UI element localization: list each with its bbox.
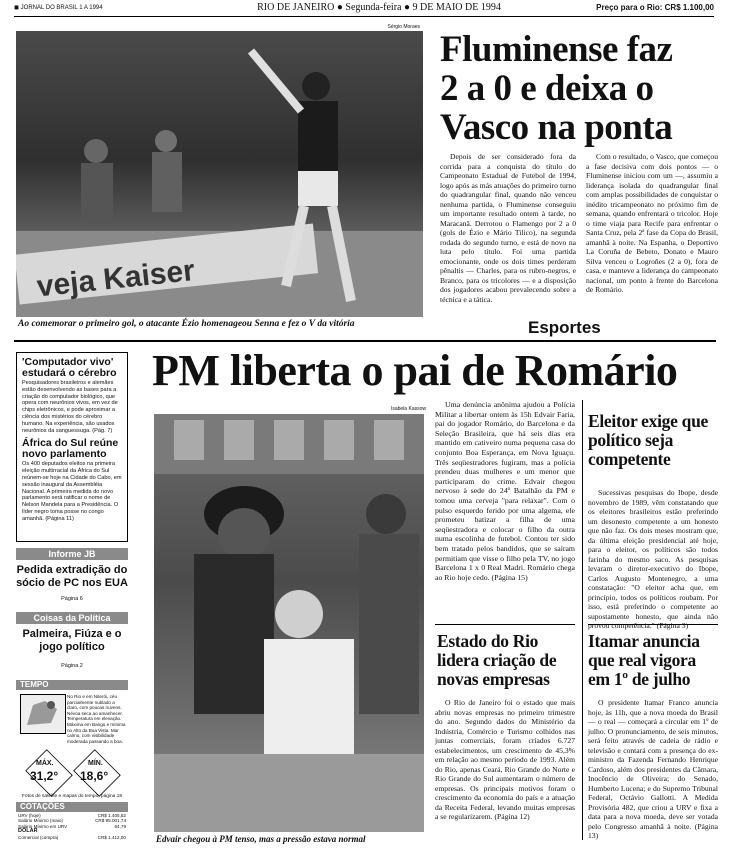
temp-min-value: 18,6° — [80, 769, 109, 783]
coisas-politica-label: Coisas da Política — [16, 612, 128, 624]
informe-jb-headline: Pedida extradição do sócio de PC nos EUA — [16, 564, 128, 589]
divider — [435, 624, 575, 625]
top-story-caption: Ao comemorar o primeiro gol, o atacante Ézio homenageou Senna e fez o V da vitória — [18, 319, 355, 329]
brief-title: 'Computador vivo' estudará o cérebro — [22, 356, 117, 379]
top-story-photo-credit: Sérgio Moraes — [387, 24, 420, 30]
coisas-politica-headline: Palmeira, Fiúza e o jogo político — [22, 628, 122, 653]
itamar-text: O presidente Itamar Franco anuncia hoje, às 11h, que a nova moeda do Brasil — o real — começará a circular em 1º de julho. O pronunciamento, de seis minutos, será feito através de cadeia de rádio e televisão e contará com a presença do ex-ministro da Fazenda Fernando Henrique Cardoso, além dos presidentes da Câmara, Inocêncio de Oliveira; do Senado, Humberto Lucena; e do Supremo Tribunal Federal, Octávio Gallotti. A Medida Provisória 482, que criou a URV e fixa a data para a nova moeda, deve ser votada pelo Congresso amanhã à noite. (Página 13) — [588, 698, 718, 840]
romario-father-photo — [154, 414, 424, 832]
date-line: RIO DE JANEIRO ● Segunda-feira ● 9 DE MAIO DE 1994 — [257, 2, 501, 13]
football-photo-art — [16, 31, 423, 317]
right-column-rule — [582, 400, 583, 840]
main-story-text: Uma denúncia anônima ajudou a Polícia Militar a libertar ontem às 15h Edvair Faria, pai do jogador Romário, do Barcelona e da Seleção Brasileira, que há seis dias era mantido em cativeiro numa pequena casa do conjunto Boa Esperança, em Nova Iguaçu. Três seqüestradores fugiram, mas a polícia prendeu duas mulheres e um menor que participaram do crime. Edvair chegou nervoso à sede do 24º Batalhão da PM e tomou uma cerveja "para relaxar". Com o pulso esquerdo ferido por uma algema, ele prometeu batizar a filha de uma seqüestradora e colocar o filho da outra numa escolinha de futebol. Contou ter sido bem tratado pelos bandidos, que se saíram permitiam que visse o filho pela TV, no jogo Barcelona 1 x 0 Real Madri. Romário chega ao Rio hoje cedo. (Página 15) — [435, 400, 575, 582]
top-story-column-2: Com o resultado, o Vasco, que começou a fase decisiva com dois pontos — o Fluminense iniciou com um —, assumiu a liderança isolada do quadrangular final com amplas possibilidades de conquistar o inédito tricampeonato no próximo fim de semana, quando enfrentará o tricolor. Hoje o time viaja para Recife para enfrentar o Santa Cruz, pela 2ª fase da Copa do Brasil, amanhã à noite. Na Espanha, o Deportivo La Coruña de Bebeto, Donato e Mauro Silva venceu o Logroñes (2 a 0), fora de casa, e manteve a liderança do campeonato nacional, um ponto à frente do Barcelona de Romário. — [586, 152, 718, 294]
main-photo-credit: Isabela Kassow — [390, 406, 426, 412]
divider — [14, 340, 716, 342]
top-story-column-1: Depois de ser considerado fora da corrida para a conquista do título do Campeonato Estadual de Futebol de 1994, logo após as más atuações do primeiro turno do quadrangular final, quando não venceu nenhuma partida, o Fluminense conseguiu um importante resultado ontem à tarde, no Maracanã. Derrotou o Flamengo por 2 a 0 (gols de Ézio e Mário Tilico), na segunda rodada do segundo turno, e está de novo na luta pelo título. Foi uma partida emocionante, onde os dois times perderam pênaltis — Charles, para os rubro-negros, e Branco, para os tricolores — e a disposição dos jogadores acabou prevalecendo sobre a técnica e a tática. — [440, 152, 576, 304]
romario-father-photo-art — [154, 414, 424, 832]
cotacao-row: Comercial (compra) CR$ 1.412,00 — [18, 834, 126, 840]
main-story-headline: PM liberta o pai de Romário — [152, 346, 678, 395]
coisas-politica-page: Página 2 — [61, 663, 83, 669]
dolar-label: DÓLAR — [18, 828, 38, 835]
informe-jb-page: Página 6 — [61, 596, 83, 602]
informe-jb-label: Informe JB — [16, 548, 128, 560]
cotacao-row: Salário Mínimo em URV 64,79 — [18, 823, 126, 829]
main-photo-caption: Edvair chegou à PM tenso, mas a pressão estava normal — [156, 834, 366, 844]
brief-computador — [22, 357, 122, 434]
section-label-esportes: Esportes — [528, 318, 601, 337]
itamar-headline: Itamar anuncia que real vigora em 1º de julho — [588, 631, 700, 689]
price-label: Preço para o Rio: CR$ 1.100,00 — [596, 3, 714, 12]
brief-text: Pesquisadores brasileiros e alemães estão desenvolvendo as bases para a criação do computador biológico, que opera com neurônios vivos, em vez de chips eletrônicos, e pode aproximar a ciência dos mistérios do cérebro humano. Na experiência, são usados neurônios da sanguessuga. (Pág. 7) — [22, 380, 118, 434]
cotacao-row: URV (hoje) CR$ 1.405,52 — [18, 813, 126, 818]
headline-line: Vasco na ponta — [440, 107, 673, 148]
top-story-headline — [440, 30, 720, 147]
temp-min-label: MÍN. — [88, 760, 103, 767]
advertising-board-text: veja Kaiser — [35, 254, 197, 304]
cotacoes-label: COTAÇÕES — [16, 802, 128, 812]
headline-line: Fluminense faz — [440, 29, 673, 70]
masthead-strip — [14, 0, 714, 17]
tempo-footnote: Fotos de satélite e mapas do tempo, página 18 — [22, 794, 122, 799]
tempo-text: No Rio e em Niterói, céu parcialmente nublado a claro, com poucas nuvens. Névoa seca ao amanhecer. Temperatura em elevação. Máxima em Bangu e mínima no Alto da Boa Vista. Mar calmo, com visibilidade moderada passando a boa. — [67, 694, 126, 744]
temp-max-value: 31,2° — [30, 769, 59, 783]
estado-rio-headline: Estado do Rio lidera criação de novas empresas — [437, 631, 557, 689]
eleitor-text: Sucessivas pesquisas do Ibope, desde novembro de 1989, vêm constatando que os eleitores brasileiros estão preferindo um desonesto competente a um honesto que não faz. Os dois meses mostram que, da última eleição presidencial até hoje, para o eleitor, os políticos são todos farinha do mesmo saco. As pesquisas levaram o diretor-executivo do Ibope, Carlos Augusto Montenegro, a uma constatação: "O eleitor acha que, em princípio, todos os políticos roubam. Por isso, está preferindo o competente ao supostamente honesto, que ainda não provou competência." (Página 3) — [588, 488, 718, 630]
tempo-label: TEMPO — [16, 680, 128, 690]
divider — [588, 624, 718, 625]
estado-rio-text: O Rio de Janeiro foi o estado que mais abriu novas empresas no primeiro trimestre do ano. Segundo dados do Ministério da Indústria, Comércio e Turismo colhidos nas juntas comerciais, foram criados 6.727 estabelecimentos, um crescimento de 45,3% em relação ao mesmo período de 1993. Além do Rio, apenas Ceará, Rio Grande do Norte e Rio Grande do Sul aumentaram o número de empresas. Os principais motivos foram o crescimento da economia do país e a atuação da Receita Federal, levando muitas empresas a se regularizarem. (Página 12) — [435, 698, 575, 821]
headline-line: 2 a 0 e deixa o — [440, 68, 654, 109]
brief-africa — [22, 438, 122, 522]
temp-max-label: MÁX. — [36, 760, 54, 767]
football-photo — [16, 31, 423, 317]
weather-map-icon — [20, 694, 66, 734]
sidebar-briefs — [16, 352, 128, 542]
brief-text: Os 400 deputados eleitos na primeira eleição multirracial da África do Sul reúnem-se hoje na Cidade do Cabo, em sessão inaugural da Assembléia Nacional. A primeira medida do novo parlamento será ratificar o nome de Nelson Mandela para a Presidência. O líder negro toma posse no congo amanhã. (Página 11) — [22, 461, 122, 522]
eleitor-headline: Eleitor exige que político seja competente — [588, 411, 708, 469]
cotacoes-table — [18, 813, 126, 840]
edition-info: ◼ JORNAL DO BRASIL 1 A 1994 — [14, 5, 103, 11]
brief-title: África do Sul reúne novo parlamento — [22, 437, 119, 461]
cotacao-row: Salário Mínimo (maio) CR$ 95.001,74 — [18, 818, 126, 824]
